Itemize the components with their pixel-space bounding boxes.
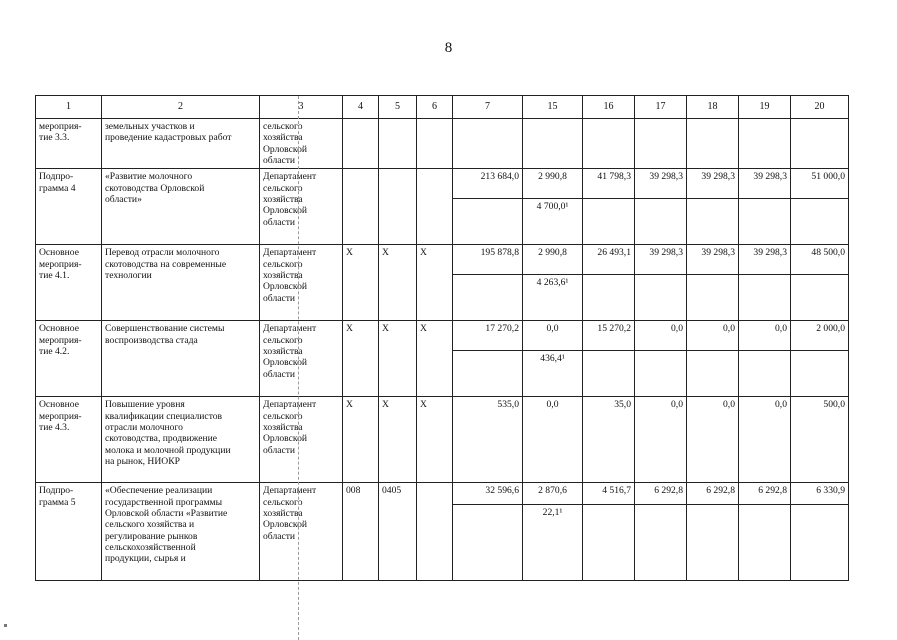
cell-empty [453,351,523,397]
cell-empty [687,351,739,397]
cell-c16: 26 493,1 [583,245,635,275]
column-header: 6 [417,96,453,119]
cell-c6 [417,119,453,169]
cell-desc: Повышение уровня квалификации специалистов отрасли молочного скотоводства, продвижение молока и молочной продукции на рынок, НИОКР [102,397,260,483]
cell-c5 [379,169,417,245]
cell-c4: Х [343,397,379,483]
cell-c20: 48 500,0 [791,245,849,275]
cell-c15: 2 870,6 [523,483,583,505]
cell-empty [739,351,791,397]
cell-c16: 4 516,7 [583,483,635,505]
cell-empty [739,199,791,245]
cell-c20: 6 330,9 [791,483,849,505]
cell-c15: 0,0 [523,321,583,351]
cell-c17: 39 298,3 [635,169,687,199]
cell-exec: Департамент сельского хозяйства Орловской области [260,169,343,245]
cell-c16: 35,0 [583,397,635,483]
cell-empty [635,351,687,397]
cell-sub15: 436,4¹ [523,351,583,397]
cell-desc: «Развитие молочного скотоводства Орловской области» [102,169,260,245]
cell-c4: Х [343,321,379,397]
column-header: 20 [791,96,849,119]
cell-empty [453,505,523,581]
table-row [36,483,849,505]
cell-c4 [343,119,379,169]
cell-empty [583,505,635,581]
cell-empty [583,275,635,321]
cell-c19: 39 298,3 [739,245,791,275]
cell-c16 [583,119,635,169]
cell-c19: 6 292,8 [739,483,791,505]
cell-desc: земельных участков и проведение кадастровых работ [102,119,260,169]
cell-sub15: 4 700,0¹ [523,199,583,245]
cell-sub15: 4 263,6¹ [523,275,583,321]
column-header: 19 [739,96,791,119]
cell-desc: «Обеспечение реализации государственной программы Орловской области «Развитие сельского хозяйства и регулирование рынков сельскохозяйственной продукции, сырья и [102,483,260,581]
cell-c7: 32 596,6 [453,483,523,505]
cell-c20: 2 000,0 [791,321,849,351]
cell-c20 [791,119,849,169]
table-row [36,119,849,169]
cell-c4: Х [343,245,379,321]
cell-c17: 6 292,8 [635,483,687,505]
cell-c15: 2 990,8 [523,169,583,199]
cell-c20: 500,0 [791,397,849,483]
cell-c17 [635,119,687,169]
cell-sub15: 22,1¹ [523,505,583,581]
cell-exec: Департамент сельского хозяйства Орловской области [260,397,343,483]
cell-c15: 2 990,8 [523,245,583,275]
column-header: 3 [260,96,343,119]
cell-c18: 0,0 [687,397,739,483]
cell-name: Основное мероприя- тие 4.2. [36,321,102,397]
cell-exec: Департамент сельского хозяйства Орловской области [260,321,343,397]
column-header: 16 [583,96,635,119]
column-header: 4 [343,96,379,119]
cell-empty [791,505,849,581]
cell-c17: 39 298,3 [635,245,687,275]
cell-name: Основное мероприя- тие 4.1. [36,245,102,321]
cell-c6: Х [417,245,453,321]
cell-c5: Х [379,321,417,397]
cell-c19: 39 298,3 [739,169,791,199]
cell-c17: 0,0 [635,397,687,483]
cell-c5: Х [379,397,417,483]
cell-empty [739,505,791,581]
cell-c18: 6 292,8 [687,483,739,505]
cell-c4: 008 [343,483,379,581]
table-body [36,96,849,581]
cell-c16: 41 798,3 [583,169,635,199]
page-number: 8 [444,40,453,56]
cell-c17: 0,0 [635,321,687,351]
cell-c20: 51 000,0 [791,169,849,199]
cell-c18 [687,119,739,169]
scan-fold-line [298,96,299,640]
cell-c15 [523,119,583,169]
cell-exec: Департамент сельского хозяйства Орловской области [260,483,343,581]
table-row [36,397,849,483]
cell-empty [739,275,791,321]
cell-c4 [343,169,379,245]
cell-c6 [417,483,453,581]
cell-c18: 39 298,3 [687,169,739,199]
cell-empty [583,351,635,397]
cell-empty [791,275,849,321]
cell-c15: 0,0 [523,397,583,483]
cell-desc: Совершенствование системы воспроизводства стада [102,321,260,397]
cell-name: Подпро- грамма 5 [36,483,102,581]
cell-c7: 17 270,2 [453,321,523,351]
column-header: 17 [635,96,687,119]
cell-exec: Департамент сельского хозяйства Орловской области [260,245,343,321]
cell-c5 [379,119,417,169]
cell-c7 [453,119,523,169]
cell-c5: 0405 [379,483,417,581]
cell-c7: 195 878,8 [453,245,523,275]
cell-empty [791,351,849,397]
column-header: 5 [379,96,417,119]
cell-c16: 15 270,2 [583,321,635,351]
column-header-row [36,96,849,119]
column-header: 15 [523,96,583,119]
budget-table [35,95,849,581]
cell-empty [453,275,523,321]
table-row [36,321,849,351]
column-header: 1 [36,96,102,119]
cell-empty [635,199,687,245]
cell-c18: 0,0 [687,321,739,351]
cell-empty [453,199,523,245]
cell-name: Подпро- грамма 4 [36,169,102,245]
table-row [36,245,849,275]
cell-c19: 0,0 [739,397,791,483]
cell-c6 [417,169,453,245]
cell-empty [687,505,739,581]
column-header: 7 [453,96,523,119]
cell-c7: 213 684,0 [453,169,523,199]
column-header: 2 [102,96,260,119]
cell-empty [687,275,739,321]
cell-name: Основное мероприя- тие 4.3. [36,397,102,483]
cell-empty [687,199,739,245]
cell-c6: Х [417,321,453,397]
cell-empty [791,199,849,245]
cell-empty [635,505,687,581]
cell-empty [635,275,687,321]
column-header: 18 [687,96,739,119]
cell-empty [583,199,635,245]
cell-exec: сельского хозяйства Орловской области [260,119,343,169]
cell-c19: 0,0 [739,321,791,351]
cell-c7: 535,0 [453,397,523,483]
cell-c6: Х [417,397,453,483]
cell-c5: Х [379,245,417,321]
cell-c18: 39 298,3 [687,245,739,275]
cell-name: мероприя- тие 3.3. [36,119,102,169]
table-row [36,169,849,199]
cell-c19 [739,119,791,169]
scan-dot [4,624,7,627]
cell-desc: Перевод отрасли молочного скотоводства на современные технологии [102,245,260,321]
